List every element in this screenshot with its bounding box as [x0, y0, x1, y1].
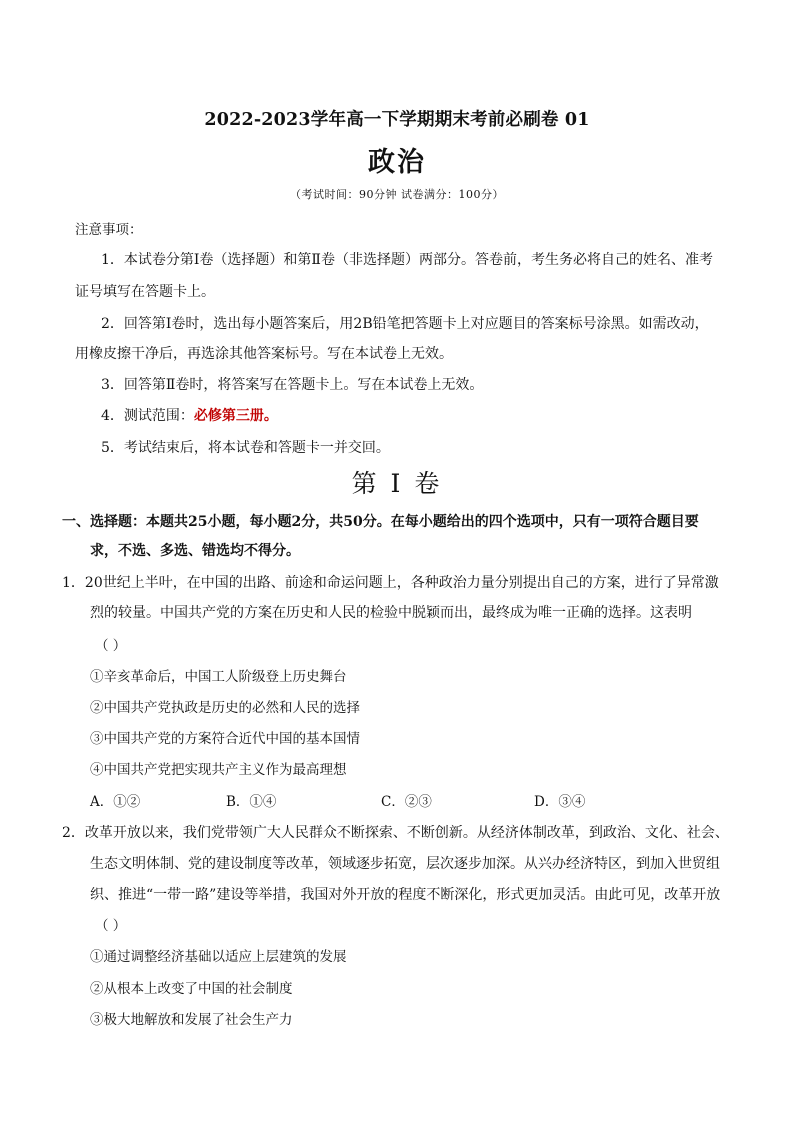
- q1-option-b: B．①④: [226, 794, 277, 810]
- section-instruction-line-1: 一、选择题：本题共25小题，每小题2分，共50分。在每小题给出的四个选项中，只有一项符合题目要: [62, 514, 699, 530]
- note-3: 3．回答第Ⅱ卷时，将答案写在答题卡上。写在本试卷上无效。: [101, 377, 484, 393]
- note-2-line-2: 用橡皮擦干净后，再选涂其他答案标号。写在本试卷上无效。: [75, 346, 453, 362]
- q2-statement-1: ①通过调整经济基础以适应上层建筑的发展: [90, 949, 347, 965]
- q2-stem-line-3: 织、推进“一带一路”建设等举措，我国对外开放的程度不断深化，形式更加灵活。由此可见，改革开放: [90, 887, 721, 903]
- q2-statement-3: ③极大地解放和发展了社会生产力: [90, 1012, 293, 1028]
- q1-option-a: A．①②: [90, 794, 141, 810]
- q1-statement-1: ①辛亥革命后，中国工人阶级登上历史舞台: [90, 669, 347, 685]
- q2-answer-blank: （ ）: [95, 918, 127, 934]
- test-scope-highlight: 必修第三册。: [193, 408, 278, 424]
- q1-option-d: D．③④: [534, 794, 586, 810]
- q2-stem-line-2: 生态文明体制、党的建设制度等改革，领域逐步拓宽，层次逐步加深。从兴办经济特区，到加入世贸组: [90, 856, 720, 872]
- q1-statement-4: ④中国共产党把实现共产主义作为最高理想: [90, 762, 347, 778]
- note-4: [101, 405, 278, 425]
- q2-statement-2: ②从根本上改变了中国的社会制度: [90, 981, 293, 997]
- note-1-line-1: 1．本试卷分第Ⅰ卷（选择题）和第Ⅱ卷（非选择题）两部分。答卷前，考生务必将自己的姓名、准考: [101, 252, 713, 268]
- q1-answer-blank: （ ）: [95, 638, 127, 654]
- q1-stem-line-2: 烈的较量。中国共产党的方案在历史和人民的检验中脱颖而出，最终成为唯一正确的选择。这表明: [90, 605, 692, 621]
- section-instruction-line-2: 求，不选、多选、错选均不得分。: [90, 543, 300, 559]
- volume-title: 第 I 卷: [351, 469, 443, 498]
- q1-option-c: C．②③: [381, 794, 432, 810]
- q2-stem-line-1: 2．改革开放以来，我们党带领广大人民群众不断探索、不断创新。从经济体制改革，到政治、文化、社会、: [62, 825, 729, 841]
- notes-heading: 注意事项：: [75, 222, 143, 238]
- exam-info: （考试时间：90分钟 试卷满分：100分）: [290, 188, 504, 201]
- note-1-line-2: 证号填写在答题卡上。: [75, 284, 215, 300]
- q1-statement-3: ③中国共产党的方案符合近代中国的基本国情: [90, 731, 360, 747]
- note-5: 5．考试结束后，将本试卷和答题卡一并交回。: [101, 440, 390, 456]
- exam-title: 2022-2023学年高一下学期期末考前必刷卷 01: [204, 110, 590, 130]
- q1-stem-line-1: 1．20世纪上半叶，在中国的出路、前途和命运问题上，各种政治力量分别提出自己的方案，进行了异常激: [62, 575, 719, 591]
- note-2-line-1: 2．回答第Ⅰ卷时，选出每小题答案后，用2B铅笔把答题卡上对应题目的答案标号涂黑。如需改动，: [101, 316, 709, 332]
- subject-title: 政治: [368, 147, 426, 178]
- q1-statement-2: ②中国共产党执政是历史的必然和人民的选择: [90, 700, 360, 716]
- note-4-prefix: 4．测试范围：: [101, 408, 194, 424]
